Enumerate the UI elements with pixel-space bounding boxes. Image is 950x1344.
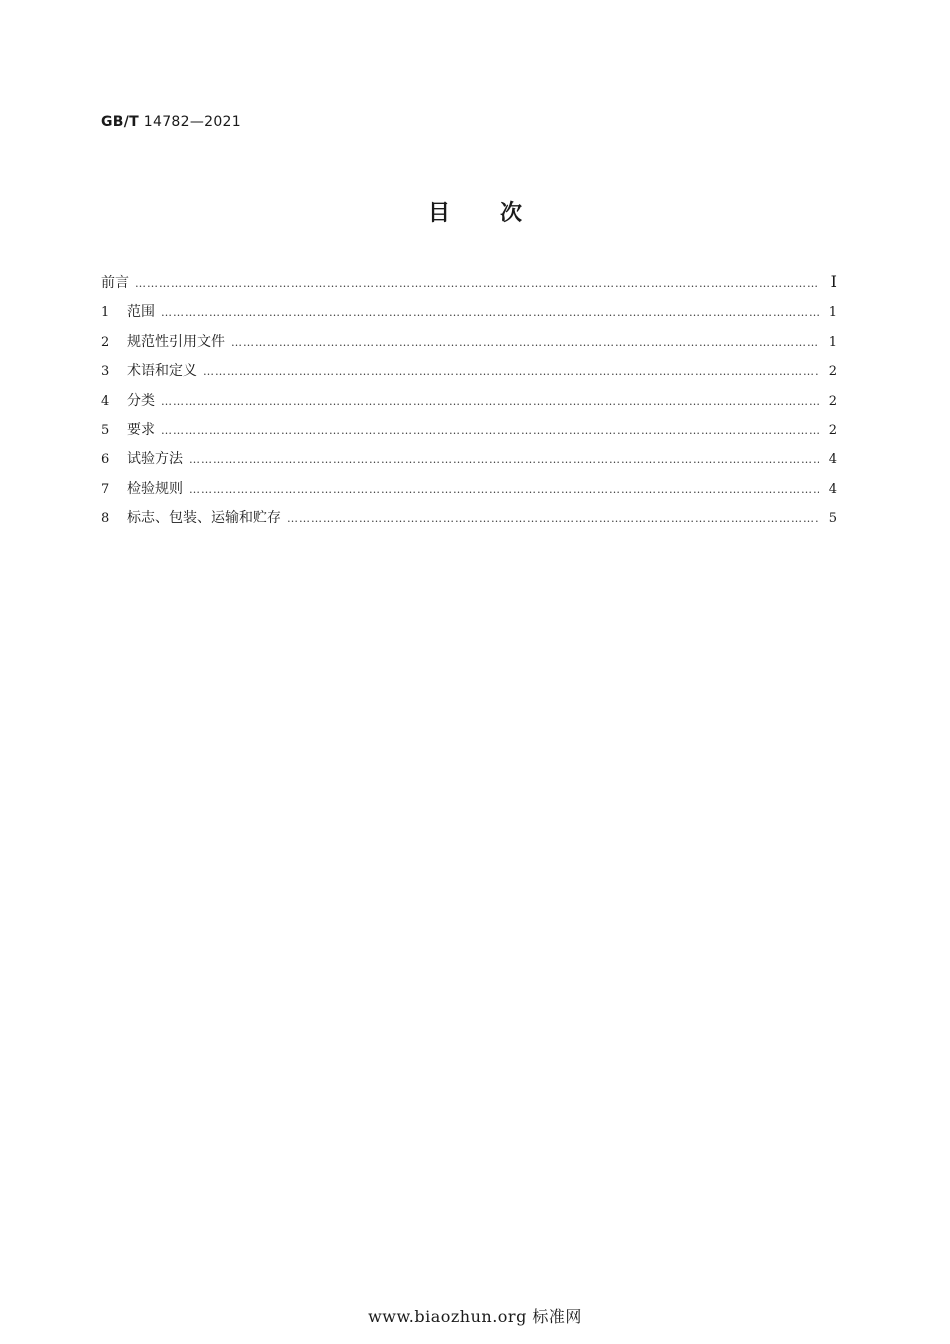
toc-leader-dots — [161, 306, 819, 319]
toc-leader-dots — [189, 483, 819, 496]
toc-section-number: 6 — [101, 452, 110, 468]
footer-watermark-link[interactable]: www.biaozhun.org 标准网 — [368, 1307, 582, 1326]
toc-entry-1[interactable] — [101, 301, 837, 330]
toc-section-number: 8 — [101, 511, 110, 527]
toc-label: 要求 — [127, 421, 155, 438]
toc-leader-dots — [189, 453, 819, 466]
toc-section-number: 1 — [101, 305, 110, 321]
standard-code — [101, 114, 241, 130]
toc-entry-8[interactable] — [101, 507, 837, 536]
toc-section-number: 3 — [101, 364, 110, 380]
toc-label: 规范性引用文件 — [127, 333, 225, 350]
toc-entry-3[interactable] — [101, 360, 837, 389]
toc-label: 范围 — [127, 304, 155, 321]
toc-label: 标志、包装、运输和贮存 — [127, 510, 281, 527]
toc-label: 检验规则 — [127, 480, 183, 497]
toc-entry-4[interactable] — [101, 390, 837, 419]
toc-leader-dots — [161, 424, 819, 437]
toc-section-number: 7 — [101, 481, 110, 497]
toc-page-number: 2 — [828, 422, 837, 438]
toc-leader-dots — [161, 395, 819, 408]
table-of-contents — [101, 272, 837, 537]
toc-section-number: 5 — [101, 422, 110, 438]
standard-number: 14782—2021 — [143, 114, 241, 130]
standard-prefix: GB/T — [101, 114, 140, 130]
toc-label: 分类 — [127, 392, 155, 409]
toc-page-number: 5 — [828, 511, 837, 527]
toc-section-number: 4 — [101, 393, 110, 409]
toc-page-number: I — [830, 272, 837, 291]
toc-page-number: 4 — [828, 452, 837, 468]
toc-leader-dots — [287, 512, 819, 525]
toc-label: 前言 — [101, 275, 129, 291]
page-title: 目次 — [427, 201, 572, 226]
toc-page-number: 1 — [828, 334, 837, 350]
toc-entry-6[interactable] — [101, 448, 837, 477]
toc-page-number: 1 — [828, 305, 837, 321]
toc-entry-foreword[interactable] — [101, 272, 837, 301]
toc-leader-dots — [203, 365, 819, 378]
toc-section-number: 2 — [101, 334, 110, 350]
toc-entry-2[interactable] — [101, 331, 837, 360]
toc-leader-dots — [231, 336, 819, 349]
toc-label: 试验方法 — [127, 451, 183, 468]
toc-page-number: 4 — [828, 481, 837, 497]
toc-page-number: 2 — [828, 364, 837, 380]
toc-entry-7[interactable] — [101, 478, 837, 507]
toc-entry-5[interactable] — [101, 419, 837, 448]
toc-page-number: 2 — [828, 393, 837, 409]
toc-leader-dots — [135, 277, 819, 290]
toc-label: 术语和定义 — [127, 363, 197, 380]
